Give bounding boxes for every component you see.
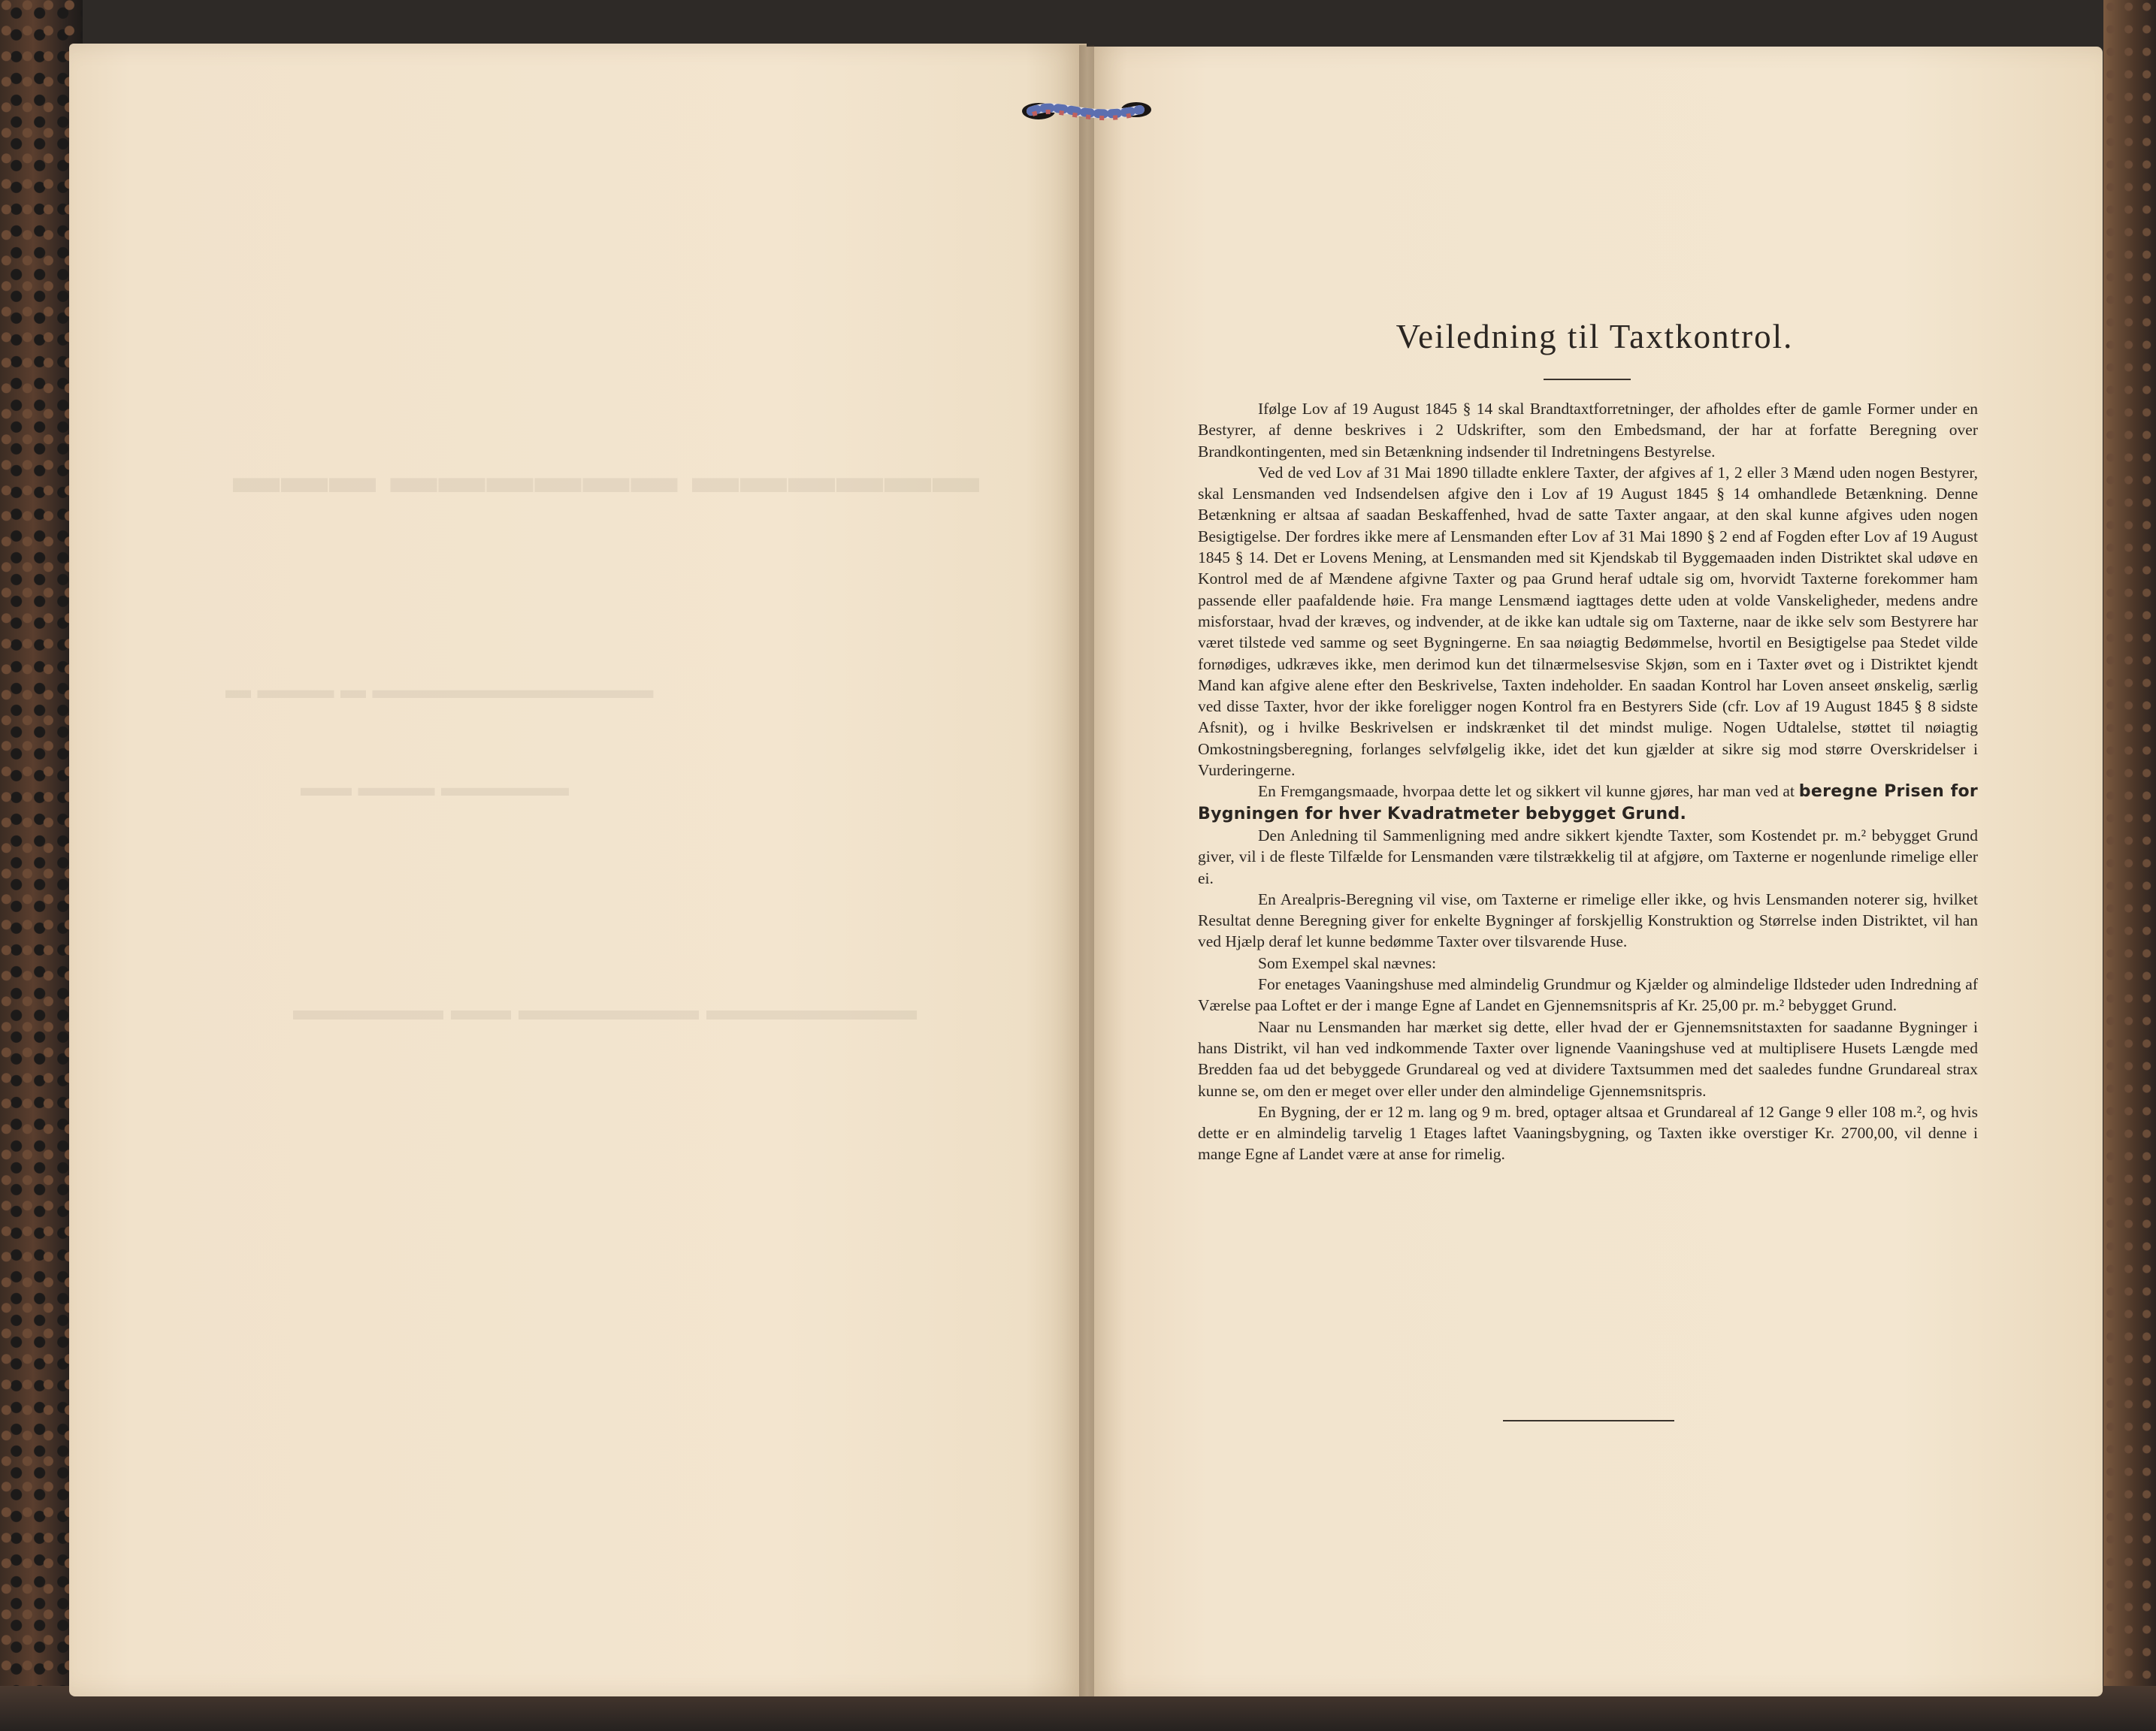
- book-cover-right-edge: [2103, 0, 2156, 1731]
- title-divider: [1544, 379, 1631, 380]
- paragraph: Naar nu Lensmanden har mærket sig dette, eller hvad der er Gjennemsnitstaxten for saadanne Bygninger i hans Distrikt, vil han ved indkommende Taxter over lignende Vaaningshuse ved at multiplisere Husets Længde med Bredden faa ud det bebyggede Grundareal og ved at dividere Taxtsummen med det saaledes fundne Grundareal strax kunne se, om den er meget over eller under den almindelige Gjennemsnitspris.: [1198, 1017, 1978, 1100]
- show-through-text: ▬ ▬▬▬ ▬ ▬▬▬▬▬▬▬▬▬▬▬: [225, 676, 654, 704]
- instruction-text: [1198, 398, 1978, 1165]
- paragraph: Som Exempel skal nævnes:: [1258, 953, 1437, 972]
- paragraph: En Arealpris-Beregning vil vise, om Taxterne er rimelige eller ikke, og hvis Lensmanden noterer sig, hvilket Resultat denne Beregning giver for enkelte Bygninger af forskjellig Konstruktion og Størrelse inden Distriktet, vil han ved Hjælp deraf let kunne bedømme Taxter over tilsvarende Huse.: [1198, 890, 1978, 951]
- paragraph: Ved de ved Lov af 31 Mai 1890 tilladte enklere Taxter, der afgives af 1, 2 eller 3 Mænd uden nogen Bestyrer, skal Lensmanden ved Indsendelsen afgive den i Lov af 19 August 1845 § 14 omhandlede Betænkning. Denne Betænkning er altsaa af saadan Beskaffenhed, hvad de satte Taxter angaar, at den skal kunne afgives uden nogen Besigtigelse. Der fordres ikke mere af Lensmanden efter Lov af 31 Mai 1890 § 2 end af Fogden efter Lov af 19 August 1845 § 14. Det er Lovens Mening, at Lensmanden med sit Kjendskab til Byggemaaden inden Distriktet skal udøve en Kontrol med de af Mændene afgivne Taxter og paa Grund heraf udtale sig om, hvorvidt Taxterne forekommer ham passende eller paafaldende høie. Fra mange Lensmænd iagttages dette uden at volde Vanskeligheder, medens andre misforstaar, hvad der kræves, og indvender, at de ikke kan udtale sig om Taxterne, naar de ikke selv som Bestyrere har været tilstede ved samme og seet Bygningerne. En saa nøiagtig Bedømmelse, hvortil en Besigtigelse paa Stedet vilde fornødiges, udkræves ikke, men derimod kun det tilnærmelsesvise Skjøn, som en i Taxter øvet og i Distriktet kjendt Mand kan afgive alene efter den Beskrivelse, Taxten indeholder. En saadan Kontrol har Loven anseet ønskelig, særlig ved disse Taxter, hvor der ikke foreligger nogen Kontrol fra en Bestyrers Side (cfr. Lov af 19 August 1845 § 8 sidste Afsnit), og i hvilke Beskrivelsen er indskrænket til det mindst mulige. Nogen Udtalelse, støttet til nøiagtig Omkostningsberegning, forlanges selvfølgelig ikke, idet det kun gjælder at sikre sig mod større Overskridelser i Vurderingerne.: [1198, 463, 1978, 780]
- show-through-text: ▬▬▬▬▬ ▬▬ ▬▬▬▬▬▬ ▬▬▬▬▬▬▬: [293, 992, 917, 1026]
- end-divider: [1503, 1420, 1674, 1421]
- show-through-text: ▬▬▬ ▬▬▬▬▬▬ ▬▬▬▬▬▬: [233, 452, 981, 503]
- paragraph-intro: En Fremgangsmaade, hvorpaa dette let og sikkert vil kunne gjøres, har man ved at: [1258, 782, 1795, 801]
- left-page: [69, 44, 1087, 1696]
- emphasized-instruction: beregne Prisen for Bygningen for hver Kvadratmeter bebygget Grund.: [1198, 782, 1979, 823]
- book-gutter: [1079, 45, 1094, 1696]
- paragraph: Den Anledning til Sammenligning med andre sikkert kjendte Taxter, som Kostendet pr. m.² bebygget Grund giver, vil i de fleste Tilfælde for Lensmanden være tilstrækkelig til at afgjøre, om Taxterne er nogenlunde rimelige eller ei.: [1198, 826, 1978, 887]
- page-title: Veiledning til Taxtkontrol.: [1396, 318, 1794, 355]
- binding-thread: [1016, 96, 1159, 129]
- paragraph: For enetages Vaaningshuse med almindelig Grundmur og Kjælder og almindelige Ildsteder uden Indredning af Værelse paa Loftet er der i mange Egne af Landet en Gjennemsnitspris af Kr. 25,00 pr. m.² bebygget Grund.: [1198, 975, 1978, 1015]
- paragraph: Ifølge Lov af 19 August 1845 § 14 skal Brandtaxtforretninger, der afholdes efter de gamle Former under en Bestyrer, af denne beskrives i 2 Udskrifter, som den Embedsmand, der har at forfatte Beregning over Brandkontingenten, med sin Betænkning indsender til Indretningens Bestyrelse.: [1198, 400, 1978, 461]
- paragraph: [1198, 781, 1978, 825]
- paragraph: En Bygning, der er 12 m. lang og 9 m. bred, optager altsaa et Grundareal af 12 Gange 9 eller 108 m.², og hvis dette er en almindelig tarvelig 1 Etages laftet Vaaningsbygning, og Taxten ikke overstiger Kr. 2700,00, vil denne i mange Egne af Landet være at anse for rimelig.: [1198, 1102, 1978, 1164]
- show-through-text: ▬▬ ▬▬▬ ▬▬▬▬▬: [301, 774, 569, 802]
